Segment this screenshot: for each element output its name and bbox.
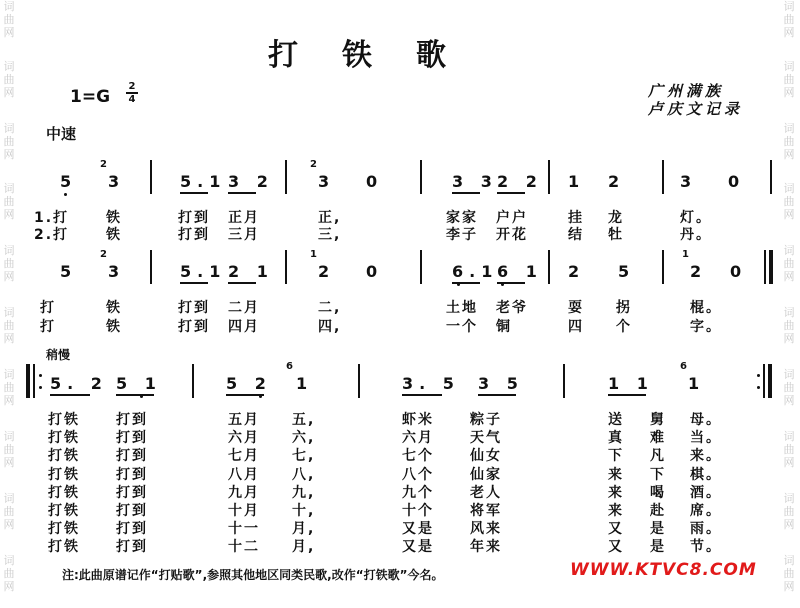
lyric: 十个 <box>402 503 434 519</box>
lyric: 凡 <box>650 448 666 465</box>
lyric: 开花 <box>496 227 528 243</box>
lyric: 天气 <box>470 430 502 447</box>
lyric: 打 <box>40 319 56 335</box>
note: 0 <box>730 262 748 281</box>
lyric: 打到 <box>178 300 210 316</box>
watermark-text: 词曲网 <box>783 122 795 161</box>
note: 3 <box>108 172 126 191</box>
lyric: 舅 <box>650 412 666 428</box>
lyric: 来 <box>608 466 624 483</box>
lyric: 挂 <box>568 210 584 226</box>
lyric: 李子 <box>446 227 478 243</box>
lyric: 下 <box>650 466 666 483</box>
note: 1 <box>296 374 314 393</box>
grace-note: 2 <box>100 249 107 260</box>
lyric: 棍。 <box>690 300 722 316</box>
lyric: 九月 <box>228 484 260 501</box>
note: 1 1 <box>608 374 654 393</box>
lyric: 喝 <box>650 484 666 501</box>
lyric: 母。 <box>690 412 722 428</box>
note: 0 <box>366 172 384 191</box>
lyric: 2.打 <box>34 227 70 243</box>
beam-underline <box>180 282 208 284</box>
note: 5.1 <box>180 172 227 191</box>
lyric: 年来 <box>470 539 502 556</box>
note: 3. 5 <box>402 374 460 393</box>
grace-note: 6 <box>286 361 293 372</box>
note: 2 <box>690 262 708 281</box>
lyric: 一个 <box>446 319 478 335</box>
lyric: 打到 <box>116 430 148 447</box>
lyric: 三月 <box>228 227 260 243</box>
repeat-dot <box>39 374 42 377</box>
lyric: 又是 <box>402 539 434 556</box>
lyric: 铁 <box>106 319 122 335</box>
lyric: 正, <box>318 210 342 226</box>
watermark-text: 词曲网 <box>3 306 15 345</box>
note: 2 <box>318 262 336 281</box>
lyric: 打到 <box>178 210 210 226</box>
lyric: 家家 <box>446 210 478 226</box>
lyric: 打到 <box>116 466 148 483</box>
beam-underline <box>497 192 525 194</box>
lyric: 打铁 <box>48 539 80 556</box>
lyric: 二月 <box>228 300 260 316</box>
watermark-text: 词曲网 <box>3 60 15 99</box>
lyric: 雨。 <box>690 521 722 538</box>
note: 0 <box>366 262 384 281</box>
lyric: 来。 <box>690 448 722 465</box>
lyric: 月, <box>292 539 316 556</box>
beam-underline <box>452 192 480 194</box>
lyric: 老爷 <box>496 300 528 316</box>
lyric: 月, <box>292 521 316 538</box>
lyric: 铜 <box>496 319 512 335</box>
lyric: 赴 <box>650 503 666 519</box>
tempo-marking-slow: 稍慢 <box>46 348 71 362</box>
lyric: 七月 <box>228 448 260 465</box>
lyric: 来 <box>608 484 624 501</box>
bar-line <box>192 364 194 398</box>
beam-underline <box>402 394 442 396</box>
lyric: 九个 <box>402 484 434 501</box>
watermark-text: 词曲网 <box>783 306 795 345</box>
lyric: 六, <box>292 430 316 447</box>
footnote: 注:此曲原谱记作“打贴歌”,参照其他地区同类民歌,改作“打铁歌”今名。 <box>62 568 444 582</box>
grace-note: 2 <box>310 159 317 170</box>
repeat-end-thick <box>768 364 772 398</box>
low-octave-dot <box>64 193 67 196</box>
beam-underline <box>226 394 264 396</box>
bar-line <box>563 364 565 398</box>
note: 3 5 <box>478 374 524 393</box>
lyric: 丹。 <box>680 227 712 243</box>
beam-underline <box>608 394 646 396</box>
note: 1 <box>568 172 586 191</box>
watermark-text: 词曲网 <box>3 182 15 221</box>
note: 6.1 <box>452 262 499 281</box>
lyric: 六月 <box>228 430 260 447</box>
repeat-dot <box>757 386 760 389</box>
repeat-dot <box>757 374 760 377</box>
bar-line <box>285 160 287 194</box>
note: 2 2 <box>497 172 543 191</box>
lyric: 打到 <box>116 539 148 556</box>
lyric: 七, <box>292 448 316 465</box>
bar-line <box>150 250 152 284</box>
lyric: 铁 <box>106 227 122 243</box>
lyric: 四 <box>568 319 584 335</box>
beam-underline <box>497 282 525 284</box>
note: 5 <box>60 172 78 191</box>
lyric: 八个 <box>402 466 434 483</box>
repeat-end-thin <box>763 364 765 398</box>
lyric: 结 <box>568 227 584 243</box>
grace-note: 1 <box>682 249 689 260</box>
lyric: 打到 <box>178 227 210 243</box>
lyric: 十, <box>292 503 316 519</box>
watermark-text: 词曲网 <box>3 492 15 531</box>
lyric: 下 <box>608 448 624 465</box>
lyric: 打到 <box>178 319 210 335</box>
lyric: 个 <box>616 319 632 335</box>
lyric: 铁 <box>106 300 122 316</box>
lyric: 风来 <box>470 521 502 538</box>
note: 3 <box>108 262 126 281</box>
beam-underline <box>452 282 480 284</box>
lyric: 老人 <box>470 484 502 501</box>
bar-line <box>548 160 550 194</box>
note: 5 <box>60 262 78 281</box>
beam-underline <box>116 394 154 396</box>
repeat-bar-thick <box>769 250 773 284</box>
source-region: 广州满族 <box>648 82 725 100</box>
lyric: 三, <box>318 227 342 243</box>
lyric: 粽子 <box>470 412 502 428</box>
note: 1 <box>688 374 706 393</box>
note: 3 2 <box>228 172 274 191</box>
lyric: 棋。 <box>690 466 722 483</box>
repeat-dot <box>39 386 42 389</box>
repeat-bar-thin <box>764 250 766 284</box>
lyric: 席。 <box>690 503 722 519</box>
lyric: 户户 <box>496 210 528 226</box>
lyric: 打 <box>40 300 56 316</box>
lyric: 打铁 <box>48 521 80 538</box>
grace-note: 6 <box>680 361 687 372</box>
lyric: 二, <box>318 300 342 316</box>
lyric: 难 <box>650 430 666 447</box>
watermark-text: 词曲网 <box>3 430 15 469</box>
lyric: 耍 <box>568 300 584 316</box>
lyric: 五, <box>292 412 316 428</box>
note: 2 <box>568 262 586 281</box>
repeat-start-thick <box>26 364 30 398</box>
lyric: 打到 <box>116 503 148 519</box>
lyric: 拐 <box>616 300 632 316</box>
note: 5 <box>618 262 636 281</box>
lyric: 1.打 <box>34 210 70 226</box>
beam-underline <box>180 192 208 194</box>
note: 0 <box>728 172 746 191</box>
lyric: 土地 <box>446 300 478 316</box>
lyric: 打铁 <box>48 484 80 501</box>
lyric: 牡 <box>608 227 624 243</box>
beam-underline <box>478 394 516 396</box>
lyric: 铁 <box>106 210 122 226</box>
lyric: 打到 <box>116 448 148 465</box>
lyric: 是 <box>650 539 666 556</box>
note: 3 <box>318 172 336 191</box>
lyric: 八月 <box>228 466 260 483</box>
lyric: 灯。 <box>680 210 712 226</box>
lyric: 十月 <box>228 503 260 519</box>
lyric: 八, <box>292 466 316 483</box>
lyric: 十二 <box>228 539 260 556</box>
grace-note: 1 <box>310 249 317 260</box>
watermark-text: 词曲网 <box>3 554 15 593</box>
lyric: 打到 <box>116 484 148 501</box>
watermark-text: 词曲网 <box>783 492 795 531</box>
lyric: 正月 <box>228 210 260 226</box>
watermark-text: 词曲网 <box>783 368 795 407</box>
watermark-text: 词曲网 <box>3 244 15 283</box>
watermark-text: 词曲网 <box>783 0 795 39</box>
note: 6 1 <box>497 262 543 281</box>
lyric: 当。 <box>690 430 722 447</box>
lyric: 打到 <box>116 521 148 538</box>
lyric: 将军 <box>470 503 502 519</box>
lyric: 六月 <box>402 430 434 447</box>
tempo-marking: 中速 <box>46 125 77 143</box>
note: 3 <box>680 172 698 191</box>
beam-underline <box>50 394 90 396</box>
watermark-text: 词曲网 <box>783 244 795 283</box>
lyric: 打铁 <box>48 430 80 447</box>
lyric: 送 <box>608 412 624 428</box>
song-title: 打铁歌 <box>268 38 490 73</box>
lyric: 四, <box>318 319 342 335</box>
lyric: 是 <box>650 521 666 538</box>
source-recorder: 卢庆文记录 <box>648 100 744 118</box>
repeat-start-thin <box>33 364 35 398</box>
lyric: 仙女 <box>470 448 502 465</box>
beam-underline <box>228 282 256 284</box>
watermark-text: 词曲网 <box>3 122 15 161</box>
bar-line <box>662 160 664 194</box>
watermark-text: 词曲网 <box>3 368 15 407</box>
time-signature: 2 4 <box>126 82 138 104</box>
lyric: 十一 <box>228 521 260 538</box>
watermark-text: 词曲网 <box>3 0 15 39</box>
lyric: 来 <box>608 503 624 519</box>
lyric: 又 <box>608 521 624 538</box>
lyric: 仙家 <box>470 466 502 483</box>
lyric: 节。 <box>690 539 722 556</box>
note: 5 2 <box>226 374 272 393</box>
note: 2 <box>608 172 626 191</box>
bar-line <box>358 364 360 398</box>
lyric: 四月 <box>228 319 260 335</box>
lyric: 酒。 <box>690 484 722 501</box>
lyric: 又是 <box>402 521 434 538</box>
lyric: 龙 <box>608 210 624 226</box>
lyric: 打到 <box>116 412 148 428</box>
note: 3 3 <box>452 172 498 191</box>
bar-line <box>662 250 664 284</box>
watermark-text: 词曲网 <box>783 554 795 593</box>
note: 2 1 <box>228 262 274 281</box>
key-signature: 1=G <box>70 87 111 107</box>
bar-line <box>420 250 422 284</box>
note: 5. 2 <box>50 374 108 393</box>
lyric: 五月 <box>228 412 260 428</box>
website-watermark[interactable]: WWW.KTVC8.COM <box>570 560 757 580</box>
lyric: 又 <box>608 539 624 556</box>
beam-underline <box>228 192 256 194</box>
lyric: 真 <box>608 430 624 447</box>
bar-line <box>420 160 422 194</box>
note: 5.1 <box>180 262 227 281</box>
lyric: 打铁 <box>48 448 80 465</box>
lyric: 打铁 <box>48 412 80 428</box>
lyric: 虾米 <box>402 412 434 428</box>
note: 5 1 <box>116 374 162 393</box>
lyric: 九, <box>292 484 316 501</box>
grace-note: 2 <box>100 159 107 170</box>
watermark-text: 词曲网 <box>783 182 795 221</box>
bar-line <box>548 250 550 284</box>
watermark-text: 词曲网 <box>783 430 795 469</box>
lyric: 打铁 <box>48 503 80 519</box>
lyric: 七个 <box>402 448 434 465</box>
lyric: 字。 <box>690 319 722 335</box>
bar-line <box>150 160 152 194</box>
lyric: 打铁 <box>48 466 80 483</box>
watermark-text: 词曲网 <box>783 60 795 99</box>
bar-line <box>770 160 772 194</box>
bar-line <box>285 250 287 284</box>
